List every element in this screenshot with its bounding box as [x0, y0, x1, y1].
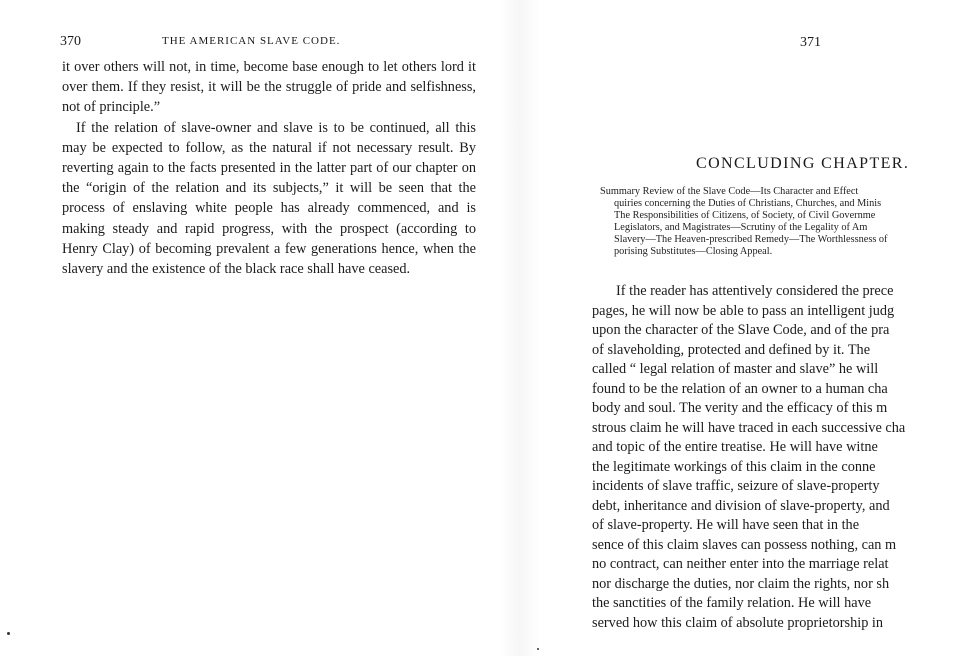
- right-page-body: [592, 282, 980, 633]
- body-line: the sanctities of the family relation. He will have: [592, 595, 872, 611]
- right-page: [540, 0, 980, 656]
- left-paragraph-1: it over others will not, in time, become base enough to let others lord it over them. If they resist, it will be the struggle of pride and selfishness, not of principle.”: [62, 59, 476, 116]
- chapter-summary: [600, 186, 980, 259]
- body-line: called “ legal relation of master and slave” he will: [592, 361, 879, 377]
- body-line: no contract, can neither enter into the marriage relat: [592, 556, 889, 572]
- running-head-title: THE AMERICAN SLAVE CODE.: [162, 35, 341, 47]
- body-line: upon the character of the Slave Code, and of the pra: [592, 322, 890, 338]
- summary-line: porising Substitutes—Closing Appeal.: [614, 246, 773, 258]
- summary-line: The Responsibilities of Citizens, of Society, of Civil Governme: [614, 210, 876, 222]
- left-paragraph-2: If the relation of slave-owner and slave is to be continued, all this may be expected to follow, as the natural if not necessary result. By reverting again to the facts presented in the latter part of our chapter on the “origin of the relation and its subjects,” it will be seen that the process of enslaving white people has already commenced, and is making steady and rapid progress, with the prospect (according to Henry Clay) of becoming prevalent a few generations hence, when the slavery and the existence of the black race shall have ceased.: [62, 119, 476, 278]
- body-line: pages, he will now be able to pass an intelligent judg: [592, 302, 895, 319]
- scan-speck: [7, 632, 10, 635]
- summary-line: Summary Review of the Slave Code—Its Character and Effect: [600, 186, 859, 197]
- body-line: served how this claim of absolute proprietorship in: [592, 614, 884, 631]
- body-line: incidents of slave traffic, seizure of slave-property: [592, 478, 880, 494]
- left-running-head: [60, 34, 480, 52]
- summary-line: Legislators, and Magistrates—Scrutiny of the Legality of Am: [614, 222, 868, 234]
- body-line: of slave-property. He will have seen that in the: [592, 517, 860, 533]
- left-page-body: [62, 57, 476, 279]
- chapter-title: CONCLUDING CHAPTER.: [696, 155, 910, 172]
- body-line: debt, inheritance and division of slave-property, and: [592, 497, 890, 514]
- body-line: nor discharge the duties, nor claim the rights, nor sh: [592, 575, 890, 592]
- body-line: body and soul. The verity and the efficacy of this m: [592, 400, 888, 416]
- body-line: If the reader has attentively considered the prece: [616, 283, 894, 299]
- body-line: of slaveholding, protected and defined by it. The: [592, 341, 871, 358]
- body-line: sence of this claim slaves can possess nothing, can m: [592, 536, 897, 553]
- summary-line: Slavery—The Heaven-prescribed Remedy—The Worthlessness of: [614, 234, 888, 246]
- right-page-number: 371: [800, 35, 821, 50]
- body-line: found to be the relation of an owner to a human cha: [592, 380, 888, 397]
- scan-speck: [537, 648, 539, 650]
- body-line: strous claim he will have traced in each successive cha: [592, 419, 906, 436]
- book-gutter: [500, 0, 540, 656]
- summary-line: quiries concerning the Duties of Christians, Churches, and Minis: [614, 198, 882, 210]
- left-page-number: 370: [60, 34, 81, 49]
- body-line: and topic of the entire treatise. He will have witne: [592, 439, 878, 455]
- body-line: the legitimate workings of this claim in the conne: [592, 458, 876, 475]
